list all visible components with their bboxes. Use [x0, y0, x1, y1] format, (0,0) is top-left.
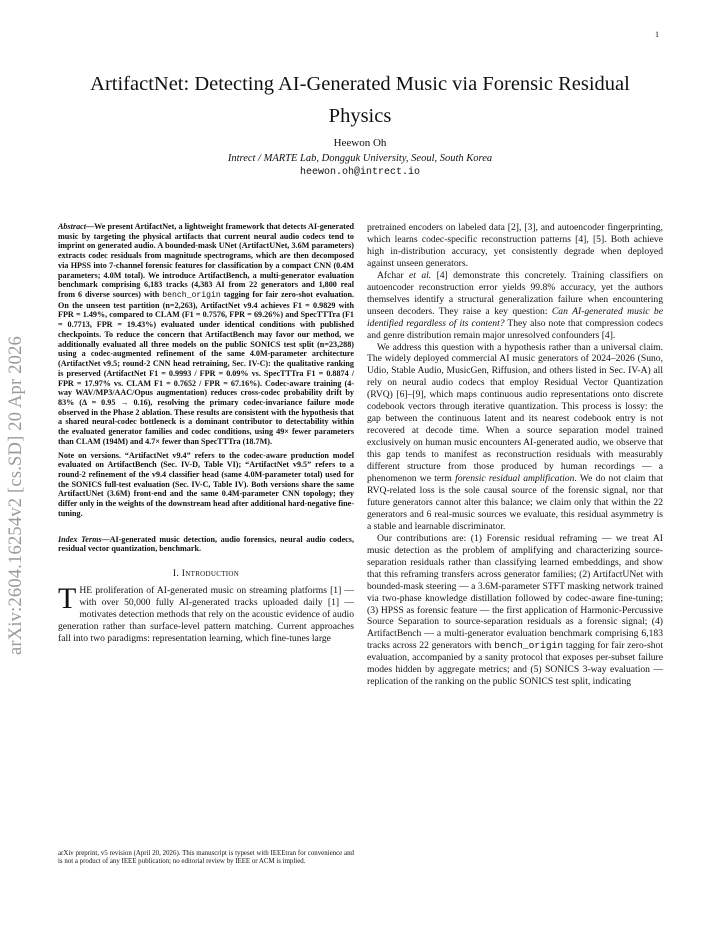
section-heading: I. Introduction — [172, 568, 240, 579]
intro-paragraph: THE proliferation of AI-generated music on streaming platforms [1] — with over 50,000 fully AI-generated tracks uploaded daily [1] — motivates detection methods that rely on the acoustic evidence of audio generation rather than surface-level pattern matching. Current approaches fall into two paradigms: representation learning, which fine-tunes large — [58, 581, 354, 644]
drop-cap: T — [58, 581, 77, 615]
abstract-paragraph: Abstract—We present ArtifactNet, a lightweight framework that detects AI-generated music by targeting the physical artifacts that current neural audio codecs tend to imprint on generated audio. A bounded-mask UNet (ArtifactUNet, 3.6M parameters) extracts codec residuals from magnitude spectrograms, which are then decomposed via HPSS into 7-channel forensic features for classification by a compact CNN (0.4M parameters; 4.0M total). We introduce ArtifactBench, a multi-generator evaluation benchmark comprising 6,183 tracks (4,383 AI from 22 generators and 1,800 real from 6 diverse sources) with bench_origin tagging for fair zero-shot evaluation. On the unseen test partition (n=2,263), ArtifactNet v9.4 achieves F1 = 0.9829 with FPR = 1.49%, compared to CLAM (F1 = 0.7576, FPR = 69.26%) and SpecTTTra (F1 = 0.7713, FPR = 19.43%) evaluated under identical conditions with published checkpoints. To reduce the concern that ArtifactBench may favor our method, we additionally evaluated all three models on the public SONICS test split (n=23,288) using a codec-augmented refinement of the same 4.0M-parameter architecture (ArtifactNet v9.5; round-2 CNN head retraining, Sec. IV-C): the qualitative ranking is preserved (ArtifactNet F1 = 0.9993 / FPR = 0.09% vs. SpecTTTra F1 = 0.8874 / FPR = 17.97% vs. CLAM F1 = 0.7652 / FPR = 67.16%). Codec-aware training (4-way WAV/MP3/AAC/Opus augmentation) reduces cross-codec probability drift by 83% (Δ = 0.95 → 0.16), resolving the primary codec-invariance failure mode observed in the Phase 2 ablation. These results are consistent with the hypothesis that a shared neural-codec bottleneck is a dominant contributor to detectability within the evaluated generator families and codec conditions, using 49× fewer parameters than CLAM (194M) and 4.7× fewer than SpecTTTra (18.7M). — [58, 222, 355, 446]
body-paragraph: pretrained encoders on labeled data [2], [3], and autoencoder fingerprinting, which learns codec-specific reconstruction patterns [4], [5]. Both achieve high in-distribution accuracy, yet consistently degrade when deployed against unseen generators. — [367, 222, 663, 269]
index-terms: Index Terms—AI-generated music detection, audio forensics, neural audio codecs, residual vector quantization, benchmark. — [58, 534, 354, 554]
footnote: arXiv preprint, v5 revision (April 20, 2026). This manuscript is typeset with IEEEtran for convenience and is not a product of any IEEE publication; no editorial review by IEEE or ACM is implied. — [58, 850, 354, 866]
code-term: bench_origin — [494, 640, 564, 652]
left-column — [58, 222, 354, 645]
version-note-paragraph: Note on versions. “ArtifactNet v9.4” refers to the codec-aware production model evaluated on ArtifactBench (Sec. IV-D, Table VI); “ArtifactNet v9.5” refers to a round-2 refinement of the v9.4 classifier head (same 4.0M-parameter total) used for the SONICS full-test evaluation (Sec. IV-C, Table IV). Both versions share the same ArtifactUNet (3.6M) front-end and the same 0.4M-parameter CNN topology; they differ only in the weights of the downstream head after additional hard-negative fine-tuning. — [58, 450, 354, 518]
author-name: Heewon Oh — [333, 137, 387, 149]
right-column — [367, 222, 663, 688]
contributions-paragraph: Our contributions are: (1) Forensic residual reframing — we treat AI music detection as the problem of amplifying and characterizing source-separation residuals rather than classifying learned embeddings, and show that this reframing transfers across generator families; (2) ArtifactUNet with bounded-mask steering — a 3.6M-parameter STFT masking network trained via two-phase knowledge distillation followed by codec-aware fine-tuning; (3) HPSS as forensic feature — the first application of Harmonic-Percussive Source Separation to source-separation residuals as a forensic signal; (4) ArtifactBench — a multi-generator evaluation benchmark comprising 6,183 tracks across 22 generators with bench_origin tagging for fair zero-shot evaluation, accompanied by a sanity protocol that exposes per-subset failure modes hidden by aggregate metrics; and (5) SONICS 3-way evaluation — replication of the ranking on the public SONICS test split, indicating — [367, 532, 663, 688]
body-paragraph: Afchar et al. [4] demonstrate this concretely. Training classifiers on autoencoder reconstruction error yields 99.8% accuracy, yet the authors themselves identify a structural generalization failure when encountering unseen decoders. They raise a key question: Can AI-generated music be identified regardless of its content? They also note that compression codecs and genre distribution remain major unresolved confounders [4]. — [367, 269, 663, 341]
paper-title: ArtifactNet: Detecting AI-Generated Music via Forensic Residual Physics — [90, 73, 630, 127]
code-term: bench_origin — [162, 291, 221, 301]
abstract-label: Abstract — [58, 222, 86, 231]
page-number: 1 — [655, 30, 659, 39]
index-terms-label: Index Terms — [58, 534, 102, 544]
author-email[interactable]: heewon.oh@intrect.io — [299, 167, 421, 178]
author-affiliation: Intrect / MARTE Lab, Dongguk University, Seoul, South Korea — [227, 153, 493, 164]
body-paragraph: We address this question with a hypothesis rather than a universal claim. The widely deployed commercial AI music generators of 2024–2026 (Suno, Udio, Stable Audio, MusicGen, Riffusion, and others listed in Sec. IV-A) all rely on neural audio codecs that employ Residual Vector Quantization (RVQ) [6]–[9], which maps continuous audio representations onto discrete codebook vectors through iterative quantization. This process is lossy: the gap between the continuous latent and its nearest codebook entry is not recovered at decode time. When a source separation model trained exclusively on human music encounters AI-generated audio, we observe that this gap tends to manifest as reconstruction residuals with measurably different structure from those produced by human recordings — a phenomenon we term forensic residual amplification. We do not claim that RVQ-related loss is the sole causal source of the forensic signal, nor that future generators cannot alter this balance; we claim only that within the 22 generators and 6 real-music sources we evaluate, this residual asymmetry is a stable and learnable discriminator. — [367, 341, 663, 532]
arxiv-identifier: arXiv:2604.16254v2 [cs.SD] 20 Apr 2026 — [6, 336, 26, 655]
